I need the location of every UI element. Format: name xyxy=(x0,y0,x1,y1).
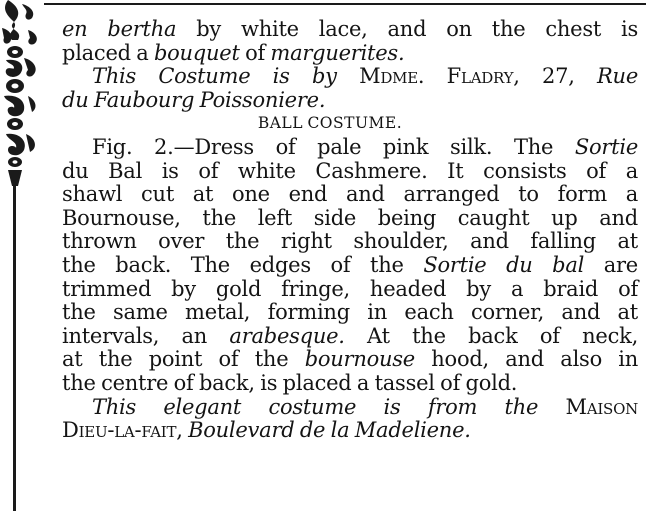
text-line: en bertha by white lace, and on the chest is xyxy=(62,17,638,41)
text-line: at the point of the bournouse hood, and also in xyxy=(62,347,638,372)
text-line: the back. The edges of the Sortie du bal are xyxy=(62,252,638,277)
text-line: the centre of back, is placed a tassel of gold. xyxy=(62,370,518,395)
text-line: trimmed by gold fringe, headed by a braid of xyxy=(62,276,638,301)
text-line: placed a bouquet of marguerites. xyxy=(62,40,405,65)
text-line: the same metal, forming in each corner, and at xyxy=(62,300,638,325)
text-line: du Faubourg Poissoniere. xyxy=(62,87,326,112)
text-line: This elegant costume is from the Maison xyxy=(92,394,638,419)
section-heading: BALL COSTUME. xyxy=(257,114,403,133)
article-text xyxy=(62,18,638,443)
top-rule xyxy=(44,3,646,5)
ornamental-border-icon xyxy=(0,0,44,511)
text-line: Bournouse, the left side being caught up and xyxy=(62,205,638,230)
text-line: shawl cut at one end and arranged to form a xyxy=(62,182,638,207)
text-line: intervals, an arabesque. At the back of neck, xyxy=(62,323,638,348)
text-line: thrown over the right shoulder, and falling at xyxy=(62,229,638,254)
text-line: This Costume is by Mdme. Fladry, 27, Rue xyxy=(92,64,638,89)
text-line: du Bal is of white Cashmere. It consists of a xyxy=(62,158,638,183)
text-line: Fig. 2.—Dress of pale pink silk. The Sortie xyxy=(92,134,638,159)
text-line: Dieu-la-fait, Boulevard de la Madeliene. xyxy=(62,418,471,443)
